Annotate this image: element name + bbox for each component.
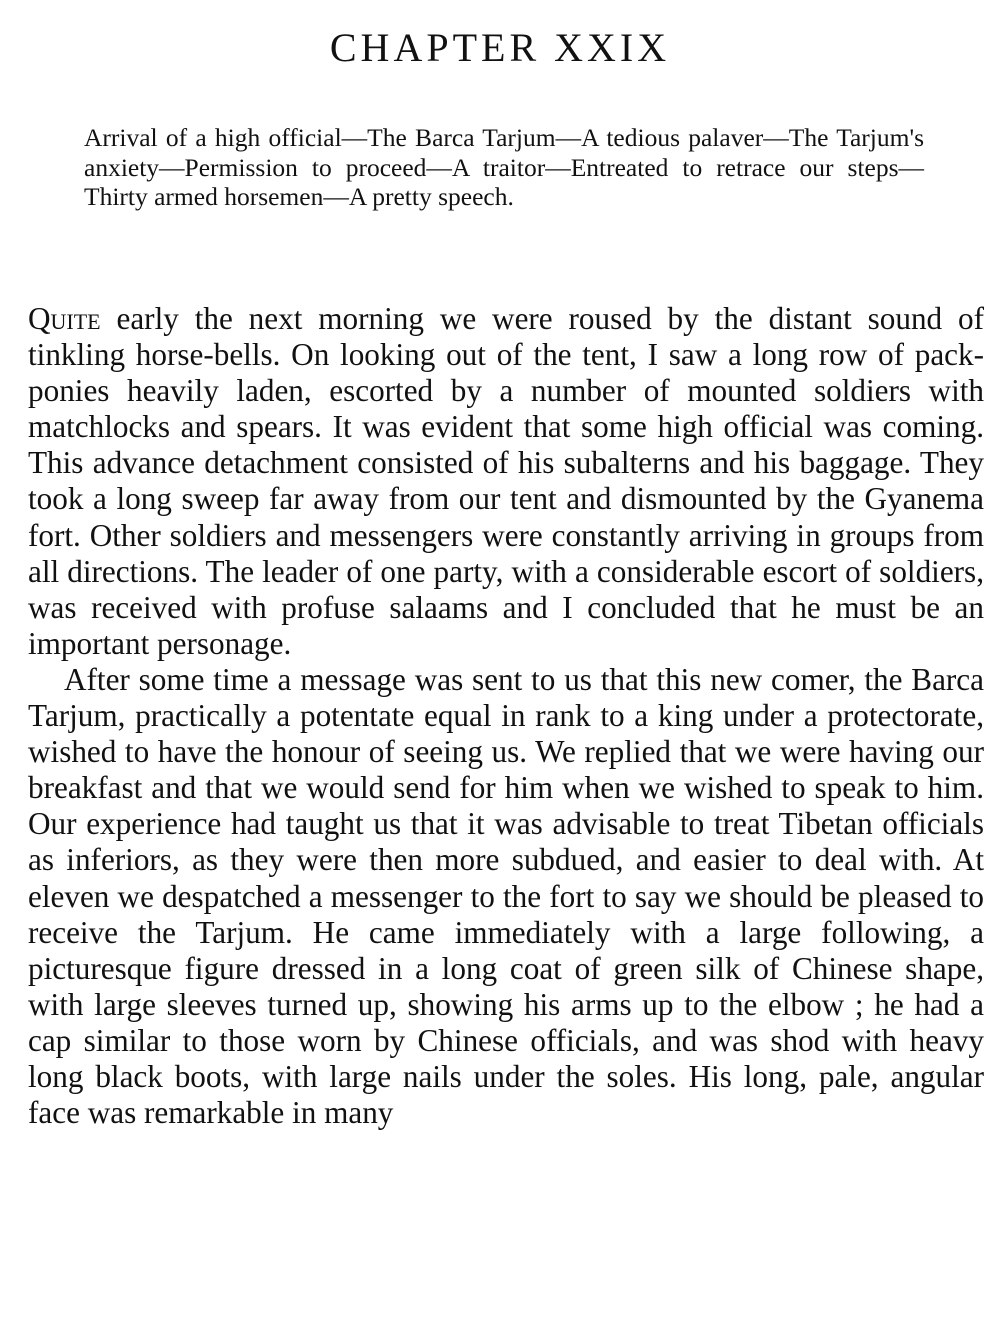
paragraph-2: After some time a message was sent to us that this new comer, the Barca Tarjum, practically a potentate equal in rank to a king under a protectorate, wished to have the honour of seeing us. We replied that we were having our breakfast and that we would send for him when we wished to speak to him. Our experience had taught us that it was advisable to treat Tibetan officials as inferiors, as they were then more subdued, and easier to deal with. At eleven we despatched a messenger to the fort to say we should be pleased to receive the Tarjum. He came immediately with a large following, a picturesque figure dressed in a long coat of green silk of Chinese shape, with large sleeves turned up, showing his arms up to the elbow ; he had a cap similar to those worn by Chinese officials, and was shod with heavy long black boots, with large nails under the soles. His long, pale, angular face was remarkable in many	[28, 661, 984, 1131]
chapter-title: CHAPTER XXIX	[329, 25, 671, 70]
paragraph-lead-word: Quite	[28, 301, 101, 336]
paragraph-1	[28, 301, 984, 662]
paragraph-1-text: early the next morning we were roused by the distant sound of tinkling horse-bells. On looking out of the tent, I saw a long row of pack-ponies heavily laden, escorted by a number of mounted soldiers with matchlocks and spears. It was evident that some high official was coming. This advance detachment consisted of his subalterns and his baggage. They took a long sweep far away from our tent and dismounted by the Gyanema fort. Other soldiers and messengers were constantly arriving in groups from all directions. The leader of one party, with a considerable escort of soldiers, was received with profuse salaams and I concluded that he must be an important personage.	[28, 301, 984, 661]
chapter-synopsis: Arrival of a high official—The Barca Tarjum—A tedious palaver—The Tarjum's anxiety—Permission to proceed—A traitor—Entreated to retrace our steps—Thirty armed horsemen—A pretty speech.	[84, 123, 924, 211]
chapter-body	[28, 301, 984, 1131]
